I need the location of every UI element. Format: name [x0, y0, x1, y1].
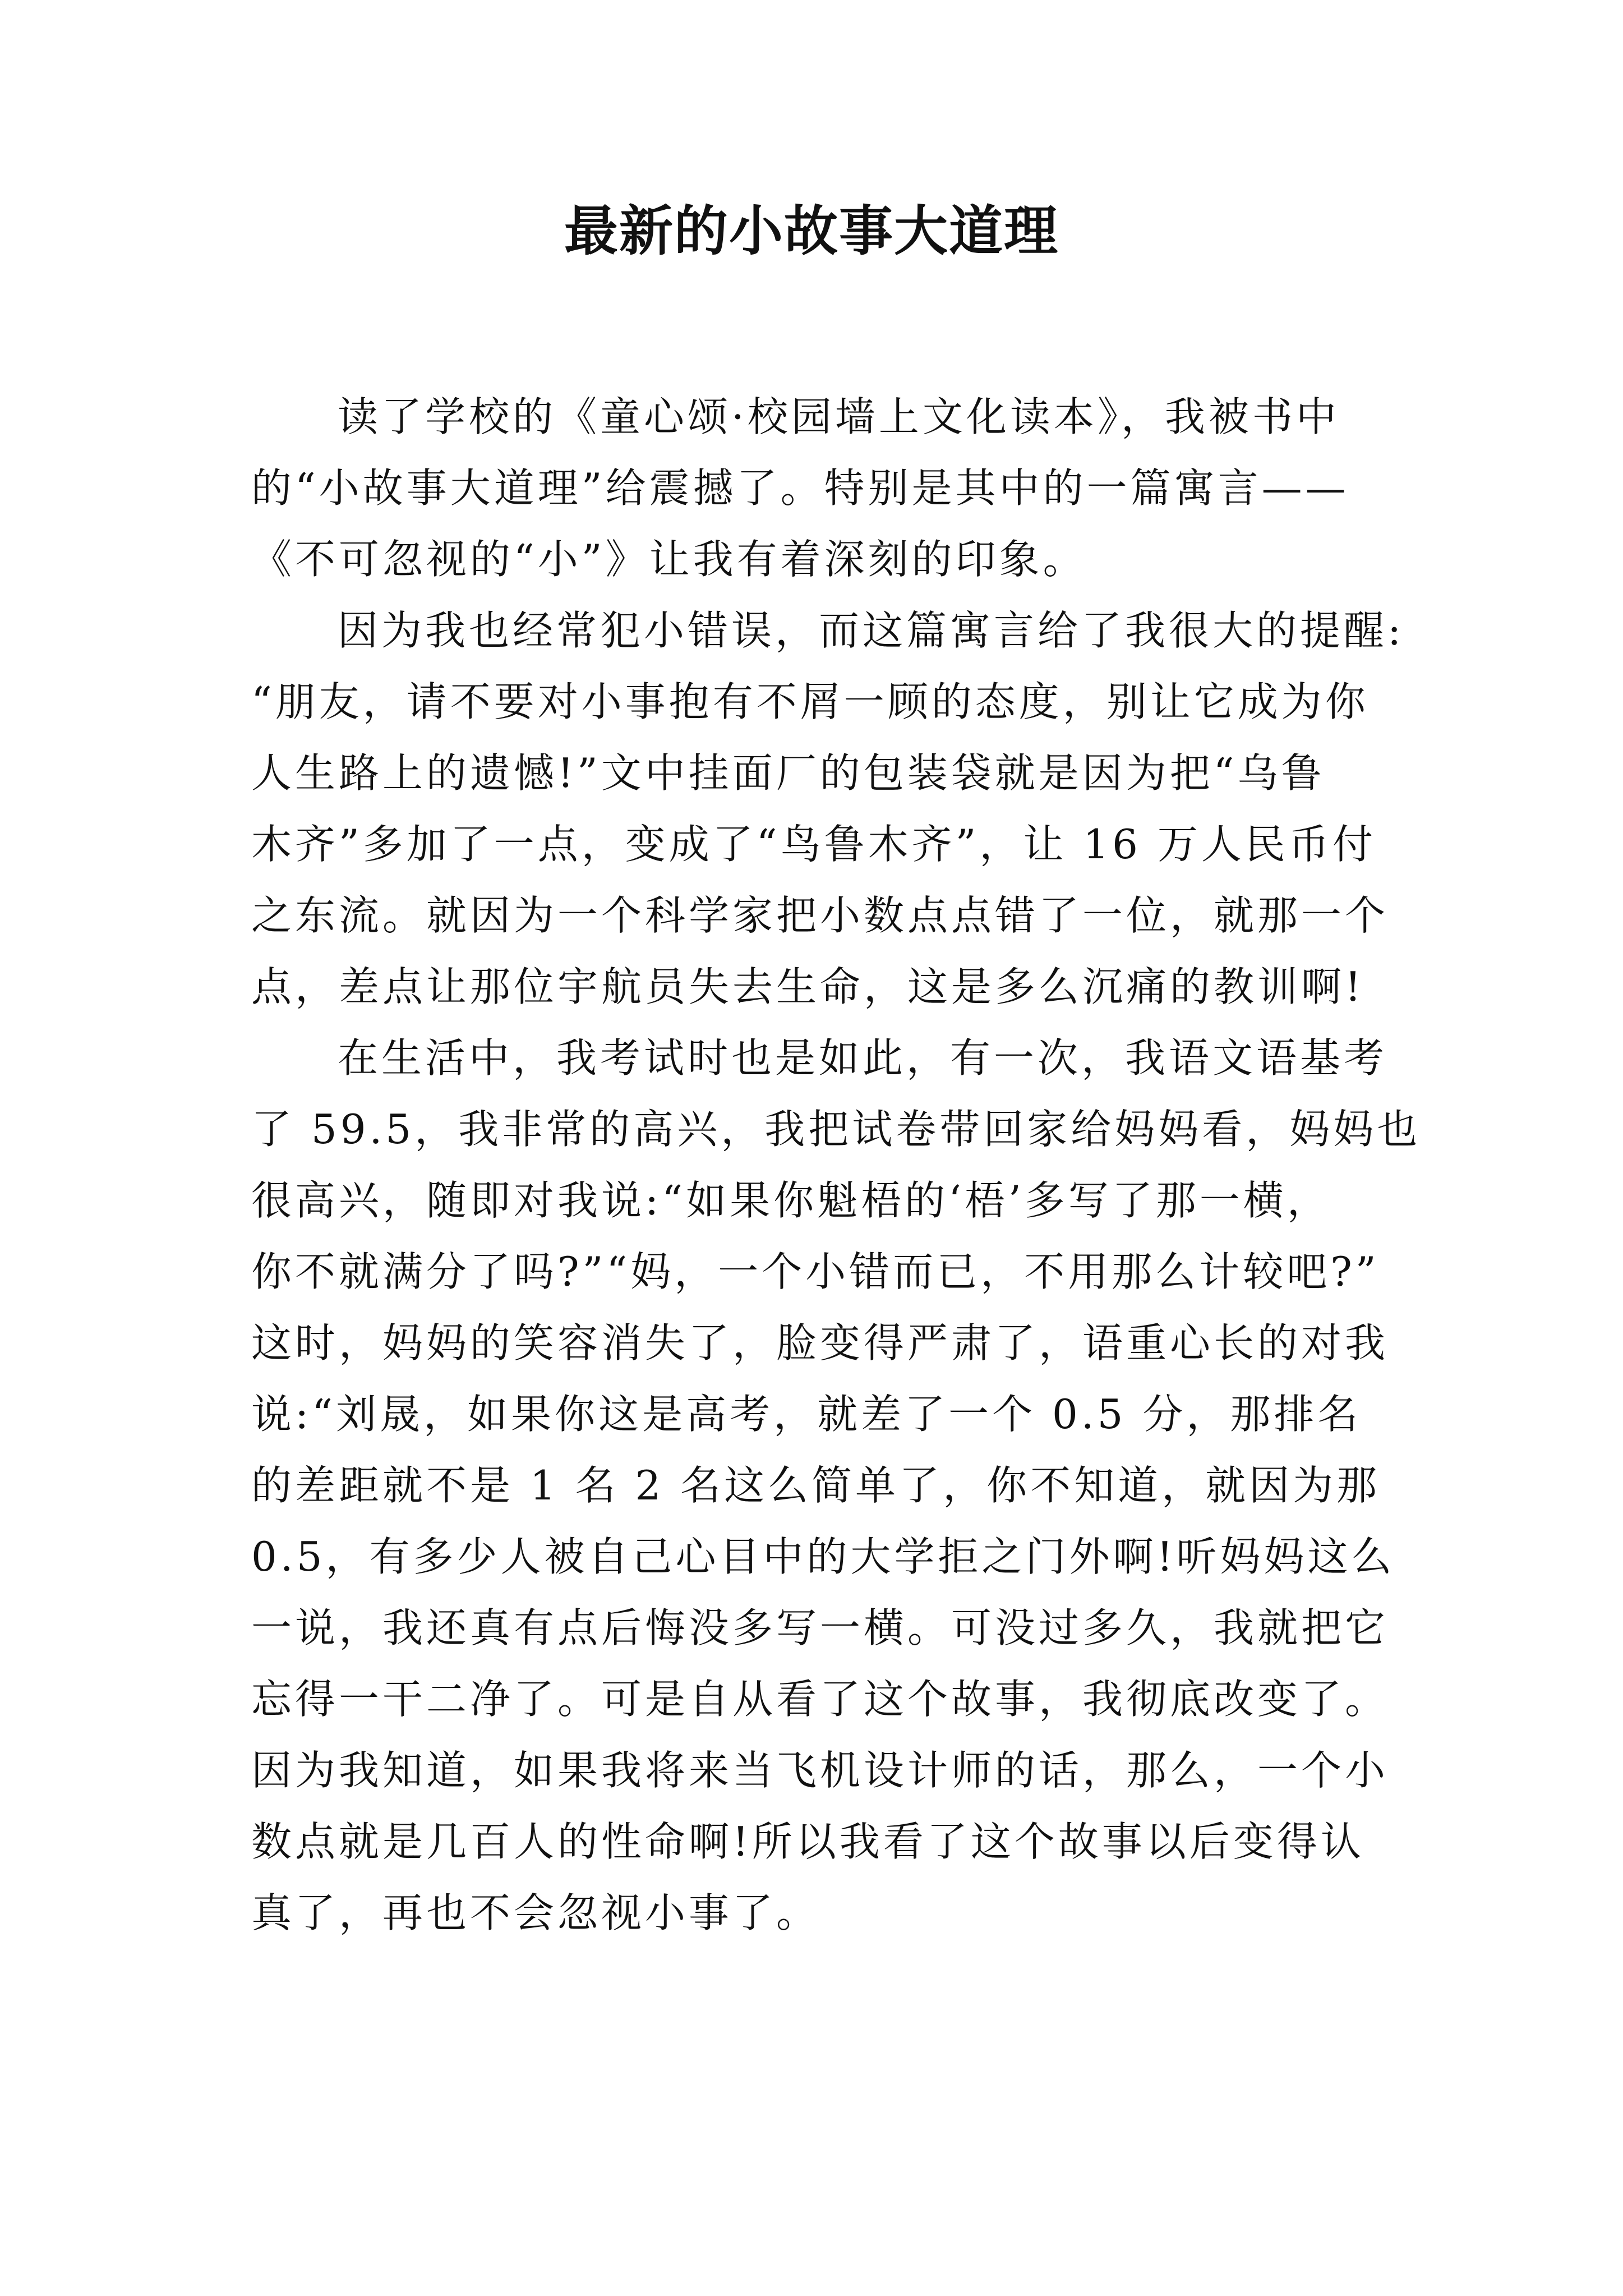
- text-line: “朋友，请不要对小事抱有不屑一顾的态度，别让它成为你: [251, 678, 1369, 725]
- text-line: 在生活中，我考试时也是如此，有一次，我语文语基考: [338, 1034, 1388, 1082]
- text-line: 因为我也经常犯小错误，而这篇寓言给了我很大的提醒:: [338, 607, 1405, 654]
- text-line: 之东流。就因为一个科学家把小数点点错了一位，就那一个: [251, 892, 1389, 939]
- text-line: 0.5，有多少人被自己心目中的大学拒之门外啊!听妈妈这么: [251, 1533, 1395, 1580]
- text-line: 的“小故事大道理”给震撼了。特别是其中的一篇寓言——: [251, 464, 1349, 512]
- article-body: [251, 381, 1421, 1949]
- text-line: 你不就满分了吗?”“妈，一个小错而已，不用那么计较吧?”: [251, 1248, 1380, 1295]
- page-title: 最新的小故事大道理: [564, 199, 1059, 263]
- text-line: 数点就是几百人的性命啊!所以我看了这个故事以后变得认: [251, 1818, 1364, 1865]
- text-line: 这时，妈妈的笑容消失了，脸变得严肃了，语重心长的对我: [251, 1319, 1389, 1366]
- text-line: 忘得一干二净了。可是自从看了这个故事，我彻底改变了。: [251, 1676, 1389, 1723]
- text-line: 真了，再也不会忽视小事了。: [251, 1889, 820, 1936]
- text-line: 《不可忽视的“小”》让我有着深刻的印象。: [251, 536, 1087, 583]
- text-line: 点，差点让那位宇航员失去生命，这是多么沉痛的教训啊!: [251, 963, 1364, 1010]
- text-line: 因为我知道，如果我将来当飞机设计师的话，那么，一个小: [251, 1747, 1389, 1794]
- text-line: 很高兴，随即对我说:“如果你魁梧的‘梧’多写了那一横，: [251, 1177, 1331, 1224]
- text-line: 人生路上的遗憾!”文中挂面厂的包装袋就是因为把“乌鲁: [251, 749, 1325, 797]
- text-line: 木齐”多加了一点，变成了“鸟鲁木齐”，让 16 万人民币付: [251, 821, 1376, 868]
- text-line: 说:“刘晟，如果你这是高考，就差了一个 0.5 分，那排名: [251, 1391, 1362, 1438]
- text-line: 读了学校的《童心颂·校园墙上文化读本》，我被书中: [338, 393, 1340, 440]
- text-line: 了 59.5，我非常的高兴，我把试卷带回家给妈妈看，妈妈也: [251, 1106, 1421, 1153]
- text-line: 的差距就不是 1 名 2 名这么简单了，你不知道，就因为那: [251, 1462, 1381, 1509]
- text-line: 一说，我还真有点后悔没多写一横。可没过多久，我就把它: [251, 1604, 1389, 1651]
